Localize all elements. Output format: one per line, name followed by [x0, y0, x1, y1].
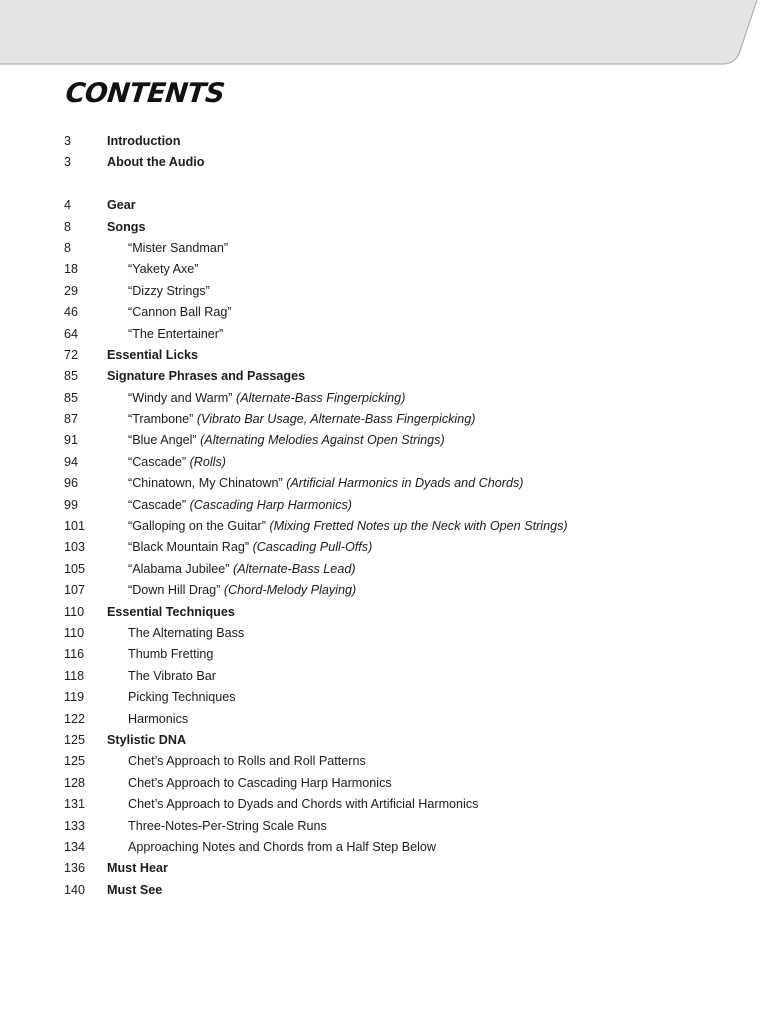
toc-entry-title: “Down Hill Drag” [128, 583, 221, 598]
toc-section-row [0, 858, 768, 879]
toc-page-number: 103 [64, 540, 86, 555]
toc-entry [128, 473, 523, 494]
toc-entry-row [0, 794, 768, 815]
toc-page-number: 131 [64, 797, 86, 812]
toc-entry-row [0, 388, 768, 409]
toc-page-number: 136 [64, 861, 86, 876]
toc-page-number: 122 [64, 711, 86, 726]
toc-entry-title: “Cannon Ball Rag” [128, 305, 232, 320]
toc-section-row [0, 217, 768, 238]
toc-section-row [0, 880, 768, 901]
toc-entry [107, 880, 162, 901]
toc-entry-note: (Mixing Fretted Notes up the Neck with Open Strings) [269, 519, 568, 534]
toc-page-number: 72 [64, 347, 79, 362]
toc-entry [128, 281, 210, 302]
toc-entry-row [0, 816, 768, 837]
toc-page-number: 18 [64, 262, 79, 277]
toc-entry [128, 816, 327, 837]
toc-page-number: 87 [64, 412, 79, 427]
toc-page-number: 99 [64, 497, 79, 512]
toc-entry-row [0, 302, 768, 323]
toc-entry-row [0, 452, 768, 473]
toc-section-title: Introduction [107, 134, 181, 148]
toc-entry-row [0, 238, 768, 259]
toc-entry-note: (Cascading Pull-Offs) [252, 540, 373, 555]
toc-entry [128, 709, 188, 730]
toc-section-title: Signature Phrases and Passages [107, 369, 306, 384]
toc-entry-row [0, 473, 768, 494]
toc-section-title: Stylistic DNA [107, 732, 187, 747]
toc-entry-row [0, 751, 768, 772]
toc-entry-title: “Yakety Axe” [128, 262, 199, 277]
toc-entry-row [0, 644, 768, 665]
toc-entry-title: “Alabama Jubilee” [128, 561, 230, 576]
toc-section-row [0, 345, 768, 366]
toc-section-title: About the Audio [107, 155, 205, 170]
toc-entry [107, 602, 235, 623]
toc-entry-title: The Vibrato Bar [128, 668, 216, 683]
toc-entry [128, 559, 356, 580]
toc-entry [128, 623, 244, 644]
toc-entry-title: “Black Mountain Rag” [128, 540, 250, 555]
toc-page-number: 29 [64, 283, 79, 298]
toc-entry-title: “Cascade” [128, 454, 187, 469]
toc-entry [107, 195, 136, 216]
toc-entry [107, 217, 145, 238]
toc-page-number: 3 [64, 134, 72, 148]
toc-entry [128, 238, 228, 259]
toc-entry-title: “Mister Sandman” [128, 240, 229, 255]
toc-entry [128, 751, 366, 772]
toc-page-number: 125 [64, 732, 86, 747]
toc-entry [107, 345, 198, 366]
toc-entry [107, 730, 186, 751]
toc-entry [128, 302, 232, 323]
toc-entry-title: Chet’s Approach to Rolls and Roll Patterns [128, 754, 366, 769]
toc-entry [128, 687, 236, 708]
toc-page-number: 140 [64, 882, 86, 897]
toc-entry [128, 537, 372, 558]
toc-entry [107, 858, 168, 879]
toc-entry [107, 131, 180, 152]
toc-page-number: 116 [64, 647, 85, 662]
toc-entry-row [0, 281, 768, 302]
toc-entry-note: (Artificial Harmonics in Dyads and Chords) [286, 476, 524, 491]
toc-section-row [0, 730, 768, 751]
toc-page-number: 4 [64, 198, 72, 213]
toc-entry-row [0, 495, 768, 516]
toc-page-number: 128 [64, 775, 86, 790]
toc-entry-title: Chet’s Approach to Dyads and Chords with Artificial Harmonics [128, 797, 479, 812]
toc-entry-title: Three-Notes-Per-String Scale Runs [128, 818, 327, 833]
toc-entry-title: “Chinatown, My Chinatown” [128, 476, 283, 491]
toc-entry-title: “Dizzy Strings” [128, 283, 210, 298]
toc-entry-row [0, 837, 768, 858]
toc-entry-row [0, 623, 768, 644]
toc-page-number: 8 [64, 240, 72, 255]
toc-entry-row [0, 324, 768, 345]
toc-entry [107, 152, 204, 173]
toc-page-number: 133 [64, 818, 86, 833]
toc-entry-title: Approaching Notes and Chords from a Half Step Below [128, 839, 437, 854]
toc-entry-title: “Cascade” [128, 497, 187, 512]
toc-entry-row [0, 773, 768, 794]
toc-entry [128, 837, 436, 858]
toc-section-row [0, 131, 768, 152]
toc-entry [128, 259, 198, 280]
toc-entry-note: (Vibrato Bar Usage, Alternate-Bass Fingerpicking) [196, 412, 476, 427]
toc-section-title: Essential Techniques [107, 604, 235, 619]
toc-entry [128, 773, 392, 794]
toc-section-row [0, 195, 768, 216]
toc-entry-title: The Alternating Bass [128, 625, 245, 640]
toc-page-number: 96 [64, 476, 79, 491]
toc-entry-title: “Trambone” [128, 412, 194, 427]
toc-entry-note: (Rolls) [189, 454, 226, 469]
toc-page-number: 125 [64, 754, 86, 769]
toc-page-number: 64 [64, 326, 79, 341]
toc-entry-row [0, 430, 768, 451]
toc-entry [128, 794, 478, 815]
toc-entry-note: (Alternate-Bass Fingerpicking) [236, 390, 406, 405]
toc-entry-title: Picking Techniques [128, 690, 236, 705]
toc-page-number: 8 [64, 219, 72, 234]
toc-entry-row [0, 687, 768, 708]
toc-entry [128, 516, 568, 537]
toc-section-title: Essential Licks [107, 347, 199, 362]
toc-entry [107, 366, 305, 387]
toc-entry-title: “The Entertainer” [128, 326, 224, 341]
toc-entry [128, 495, 352, 516]
toc-entry [128, 324, 223, 345]
toc-entry [128, 452, 226, 473]
toc-entry-row [0, 537, 768, 558]
toc-entry-row [0, 516, 768, 537]
toc-entry-row [0, 559, 768, 580]
toc-page-number: 101 [64, 519, 86, 534]
toc-page-number: 118 [64, 668, 85, 683]
toc-section-row [0, 366, 768, 387]
toc-entry-row [0, 259, 768, 280]
toc-page-number: 85 [64, 369, 79, 384]
toc-entry-title: Thumb Fretting [128, 647, 214, 662]
toc-page-number: 110 [64, 625, 85, 640]
toc-page-number: 46 [64, 305, 79, 320]
toc-entry-title: Chet’s Approach to Cascading Harp Harmonics [128, 775, 392, 790]
toc-entry-note: (Cascading Harp Harmonics) [189, 497, 352, 512]
toc-section-title: Gear [107, 198, 136, 213]
toc-entry [128, 580, 356, 601]
toc-page-number: 110 [64, 604, 85, 619]
toc-section-title: Songs [107, 219, 146, 234]
toc-page-number: 91 [64, 433, 79, 448]
page-title: CONTENTS [64, 78, 226, 109]
toc-page-number: 94 [64, 454, 79, 469]
toc-entry-row [0, 709, 768, 730]
toc-entry [128, 644, 213, 665]
toc-entry-note: (Alternating Melodies Against Open Strings) [200, 433, 445, 448]
toc-entry [128, 388, 405, 409]
toc-section-row [0, 152, 768, 173]
toc-entry [128, 666, 216, 687]
toc-entry-note: (Chord-Melody Playing) [223, 583, 357, 598]
toc-entry-title: “Windy and Warm” [128, 390, 233, 405]
toc-section-title: Must Hear [107, 861, 168, 876]
toc-page-number: 85 [64, 390, 79, 405]
toc-entry-row [0, 666, 768, 687]
toc-section-row [0, 602, 768, 623]
toc-entry-row [0, 580, 768, 601]
toc-page-number: 119 [64, 690, 85, 705]
toc-entry-title: Harmonics [128, 711, 189, 726]
toc-entry-note: (Alternate-Bass Lead) [233, 561, 356, 576]
toc-entry [128, 409, 475, 430]
toc-page-number: 107 [64, 583, 86, 598]
header-band [0, 0, 768, 68]
toc-entry-title: “Blue Angel” [128, 433, 197, 448]
toc-entry-title: “Galloping on the Guitar” [128, 519, 266, 534]
toc-section-title: Must See [107, 882, 163, 897]
toc-page-number: 134 [64, 839, 86, 854]
toc-entry-row [0, 409, 768, 430]
table-of-contents [0, 131, 768, 901]
toc-page-number: 105 [64, 561, 86, 576]
toc-page-number: 3 [64, 155, 72, 170]
toc-entry [128, 430, 445, 451]
